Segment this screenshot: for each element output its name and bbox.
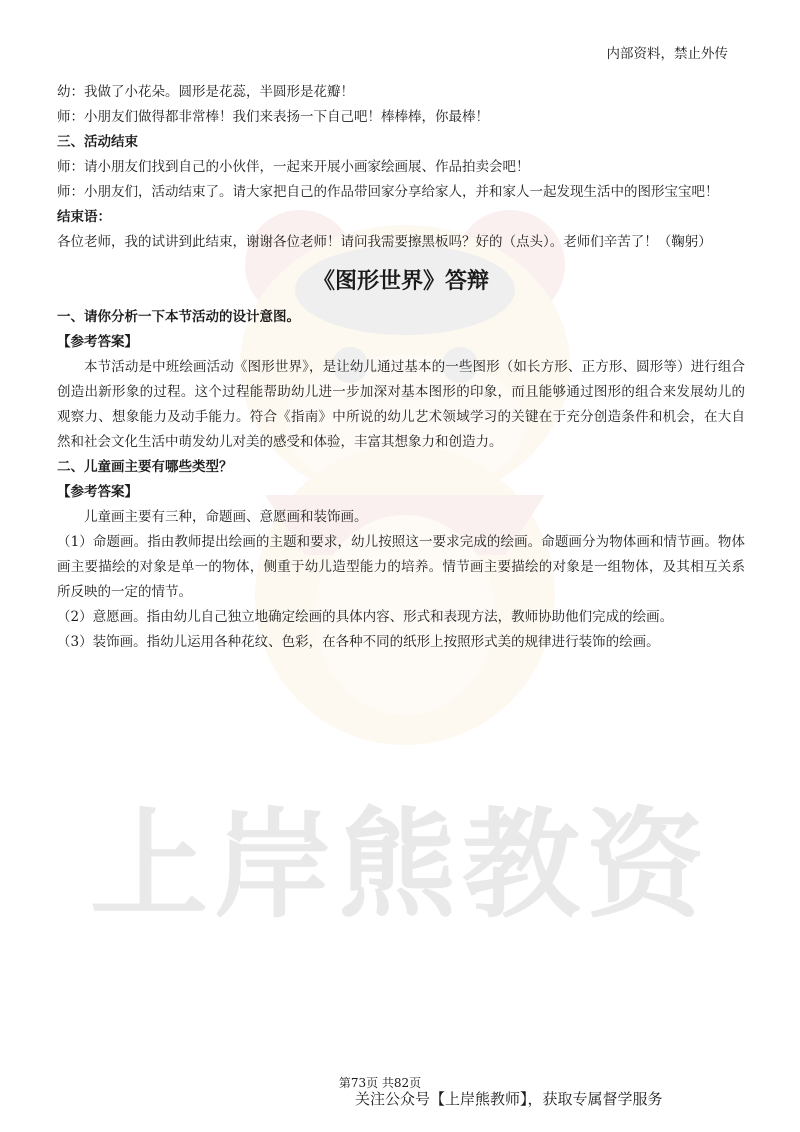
dialogue-line: 师：请小朋友们找到自己的小伙伴，一起来开展小画家绘画展、作品拍卖会吧！ bbox=[57, 159, 530, 175]
page-title: 《图形世界》答辩 bbox=[312, 269, 489, 294]
answer-label: 【参考答案】 bbox=[57, 334, 138, 350]
closing-text: 各位老师，我的试讲到此结束，谢谢各位老师！请问我需要擦黑板吗？好的（点头）。老师们辛苦了！（鞠躬） bbox=[57, 234, 712, 250]
answer-label: 【参考答案】 bbox=[57, 484, 138, 500]
question-1: 一、请你分析一下本节活动的设计意图。 bbox=[57, 309, 300, 325]
dialogue-line: 幼：我做了小花朵。圆形是花蕊，半圆形是花瓣！ bbox=[57, 84, 354, 100]
brand-watermark-text: 上岸熊教资 bbox=[89, 796, 710, 934]
closing-heading: 结束语： bbox=[57, 209, 111, 225]
answer-2-item: （1）命题画。指由教师提出绘画的主题和要求，幼儿按照这一要求完成的绘画。命题画分为物体画和情节画。物体画主要描绘的对象是单一的物体，侧重于幼儿造型能力的培养。情节画主要描绘的对象是一组物体，及其相互关系所反映的一定的情节。 bbox=[57, 534, 745, 600]
document-body bbox=[57, 80, 745, 655]
answer-2-item: （3）装饰画。指幼儿运用各种花纹、色彩，在各种不同的纸形上按照形式美的规律进行装饰的绘画。 bbox=[57, 634, 660, 650]
question-2: 二、儿童画主要有哪些类型？ bbox=[57, 459, 233, 475]
footer-cta: 关注公众号【上岸熊教师】，获取专属督学服务 bbox=[355, 1090, 663, 1108]
answer-1: 本节活动是中班绘画活动《图形世界》，是让幼儿通过基本的一些图形（如长方形、正方形、圆形等）进行组合创造出新形象的过程。这个过程能帮助幼儿进一步加深对基本图形的印象，而且能够通过图形的组合来发展幼儿的观察力、想象能力及动手能力。符合《指南》中所说的幼儿艺术领域学习的关键在于充分创造条件和机会，在大自然和社会文化生活中萌发幼儿对美的感受和体验，丰富其想象力和创造力。 bbox=[57, 359, 745, 450]
confidential-note: 内部资料，禁止外传 bbox=[606, 46, 728, 62]
section-heading: 三、活动结束 bbox=[57, 134, 138, 150]
page-number: 第73页 共82页 bbox=[338, 1076, 422, 1090]
answer-2-item: （2）意愿画。指由幼儿自己独立地确定绘画的具体内容、形式和表现方法，教师协助他们完成的绘画。 bbox=[57, 609, 674, 625]
answer-2-intro: 儿童画主要有三种，命题画、意愿画和装饰画。 bbox=[84, 509, 368, 525]
dialogue-line: 师：小朋友们做得都非常棒！我们来表扬一下自己吧！棒棒棒，你最棒！ bbox=[57, 109, 489, 125]
dialogue-line: 师：小朋友们，活动结束了。请大家把自己的作品带回家分享给家人，并和家人一起发现生活中的图形宝宝吧！ bbox=[57, 184, 719, 200]
